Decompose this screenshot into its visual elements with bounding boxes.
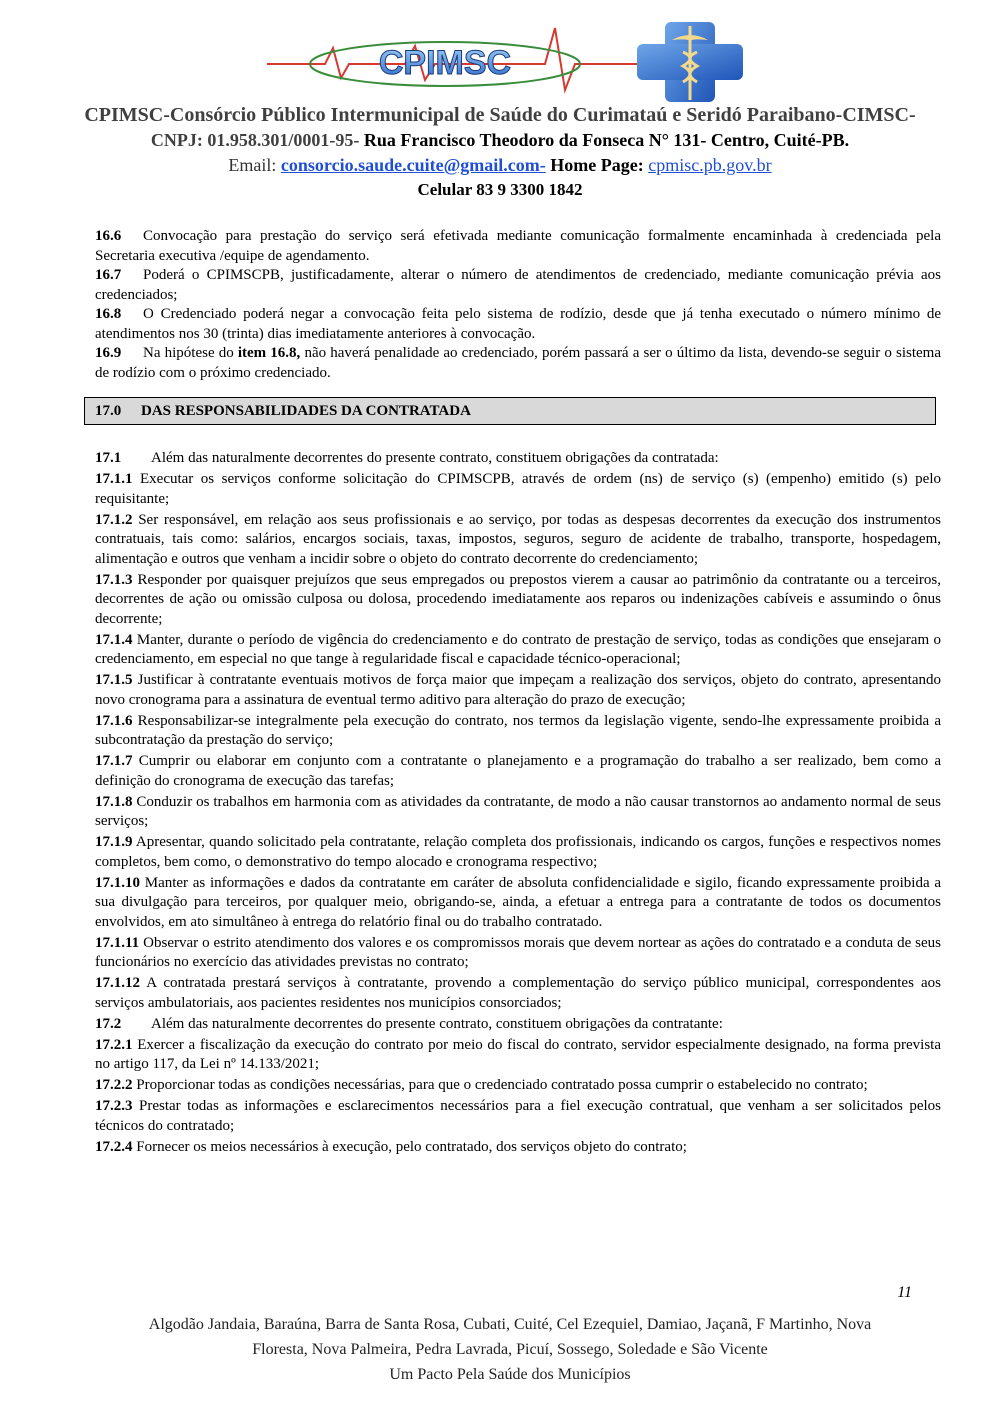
clause-text: Responsabilizar-se integralmente pela execução do contrato, nos termos da legislação vigente, sendo-lhe expressamente proibida a subcontratação da prestação do serviço; — [95, 712, 942, 748]
clause-number: 16.9 — [95, 345, 122, 361]
clause-text: Poderá o CPIMSCPB, justificadamente, alterar o número de atendimentos de credenciado, mediante comunicação prévia aos credenciados; — [95, 267, 941, 303]
clause-text: Executar os serviços conforme solicitação do CPIMSCPB, através de ordem (ns) de serviço (s) (empenho) emitido (s) pelo requisitante; — [95, 471, 941, 507]
footer-slogan: Um Pacto Pela Saúde dos Municípios — [389, 1366, 631, 1383]
clauses-17 — [95, 449, 941, 1157]
clause-17-1-3 — [95, 571, 941, 630]
email-link[interactable]: consorcio.saude.cuite@gmail.com- — [280, 155, 546, 175]
clause-number: 17.2 — [95, 1015, 122, 1032]
clause-text: Prestar todas as informações e esclarecimentos necessários para a fiel execução contratual, que venham a ser solicitados pelos técnicos do contratado; — [95, 1098, 941, 1134]
page-number: 11 — [897, 1284, 912, 1301]
clause-text: Apresentar, quando solicitado pela contratante, relação completa dos profissionais, indicando os cargos, funções e respectivos nomes completos, bem como, o demonstrativo do tempo alocado e cronograma respectivo; — [95, 834, 941, 870]
logo-graphic — [265, 18, 775, 104]
cpimsc-logo — [265, 18, 775, 104]
clause-number: 17.1.4 — [95, 631, 133, 648]
clause-text: Convocação para prestação do serviço será efetivada mediante comunicação formalmente encaminhada à credenciada pela Secretaria executiva /equipe de agendamento. — [95, 228, 941, 264]
clause-text: Exercer a fiscalização da execução do contrato por meio do fiscal do contrato, servidor especialmente designado, na forma prevista no artigo 117, da Lei nº 14.133/2021; — [95, 1036, 942, 1072]
clause-text: Fornecer os meios necessários à execução, pelo contratado, dos serviços objeto do contrato; — [136, 1138, 687, 1155]
clause-number: 17.1.12 — [95, 975, 140, 991]
clause-text: Na hipótese do — [143, 345, 234, 361]
clause-number: 17.1.5 — [95, 672, 133, 688]
clause-17-1-4 — [95, 631, 941, 670]
logo-text: CPIMSC — [378, 44, 512, 82]
clause-17-1-6 — [95, 712, 941, 751]
clause-number: 17.1.1 — [95, 471, 133, 487]
address: Rua Francisco Theodoro da Fonseca N° 131- Centro, Cuité-PB. — [363, 130, 850, 150]
clause-number: 17.2.2 — [95, 1077, 133, 1093]
clause-17-1-7 — [95, 752, 941, 791]
email-label: Email: — [228, 155, 277, 175]
clause-number: 17.1.11 — [95, 934, 140, 951]
clause-16-8 — [95, 305, 941, 344]
clause-number: 17.1.9 — [95, 834, 133, 850]
footer — [80, 1312, 940, 1387]
clause-text: A contratada prestará serviços à contratante, provendo a complementação do serviço público municipal, correspondentes aos serviços ambulatoriais, aos pacientes residentes nos municípios consorciados; — [95, 975, 941, 1011]
clause-text: Manter as informações e dados da contratante em caráter de absoluta confidencialidade e sigilo, ficando expressamente proibida a sua divulgação para terceiros, por qualquer meio, obrigando-se, ainda, a efetuar a entrega para a contratante de todos os documentos envolvidos, em ato simultâneo à entrega do relatório final ou do trabalho contratado. — [95, 874, 942, 930]
homepage-label: Home Page: — [550, 155, 644, 175]
clause-text: Conduzir os trabalhos em harmonia com as atividades da contratante, de modo a não causar transtornos ao andamento normal de seus serviços; — [95, 793, 941, 829]
document-body — [95, 227, 941, 1157]
clause-17-1-10 — [95, 874, 941, 933]
clause-text: não haverá penalidade ao credenciado, porém passará a ser o último da lista, devendo-se seguir o sistema de rodízio com o próximo credenciado. — [95, 345, 942, 381]
clause-number: 16.6 — [95, 228, 122, 244]
clause-number: 16.7 — [95, 267, 122, 283]
clause-17-1-1 — [95, 470, 941, 509]
clause-number: 17.1.7 — [95, 753, 133, 769]
clause-text: Manter, durante o período de vigência do credenciamento e do contrato de prestação de serviço, todas as condições que ensejaram o credenciamento, em especial no que tange à regularidade fiscal e capacidade técnico-operacional; — [95, 631, 941, 667]
clause-text: Além das naturalmente decorrentes do presente contrato, constituem obrigações da contratada: — [151, 450, 719, 466]
clause-number: 17.2.3 — [95, 1098, 133, 1114]
clause-17-2-4 — [95, 1138, 941, 1158]
clause-text: O Credenciado poderá negar a convocação feita pelo sistema de rodízio, desde que já tenha executado o número mínimo de atendimentos nos 30 (trinta) dias imediatamente anteriores à convocação. — [95, 306, 941, 342]
clause-17-1-2 — [95, 511, 941, 570]
clause-number: 17.1.2 — [95, 511, 133, 528]
clause-17-2-1 — [95, 1036, 941, 1075]
medical-cross-icon — [637, 22, 743, 102]
clause-text: Além das naturalmente decorrentes do presente contrato, constituem obrigações da contratante: — [151, 1015, 723, 1032]
cnpj-address-line — [0, 130, 1000, 151]
clause-number: 17.1.8 — [95, 793, 133, 810]
clause-text: Justificar à contratante eventuais motivos de força maior que impeçam a realização dos serviços, objeto do contrato, apresentando novo cronograma para a assinatura de eventual termo aditivo para alteração do prazo de execução; — [95, 672, 941, 708]
clause-17-1-12 — [95, 974, 941, 1013]
clause-17-2 — [95, 1015, 941, 1035]
clause-text: Proporcionar todas as condições necessárias, para que o credenciado contratado possa cumprir o estabelecido no contrato; — [136, 1077, 868, 1093]
clause-number: 17.1.6 — [95, 712, 133, 729]
footer-municipalities-2: Floresta, Nova Palmeira, Pedra Lavrada, Picuí, Sossego, Soledade e São Vicente — [252, 1341, 768, 1358]
clause-16-9 — [95, 344, 941, 383]
clause-17-1-8 — [95, 793, 941, 832]
clause-reference: item 16.8, — [237, 345, 301, 361]
section-heading-17 — [84, 397, 936, 425]
footer-municipalities-1: Algodão Jandaia, Baraúna, Barra de Santa Rosa, Cubati, Cuité, Cel Ezequiel, Damiao, Jaçanã, F Martinho, Nova — [148, 1316, 872, 1333]
clause-17-1-5 — [95, 671, 941, 710]
clause-17-1-11 — [95, 934, 941, 973]
clause-17-1-9 — [95, 833, 941, 872]
clause-number: 17.1 — [95, 450, 122, 466]
clause-16-6 — [95, 227, 941, 266]
contact-line — [0, 155, 1000, 176]
clause-number: 17.1.10 — [95, 874, 140, 891]
clause-number: 16.8 — [95, 306, 122, 322]
clause-17-2-3 — [95, 1097, 941, 1136]
homepage-link[interactable]: cpmisc.pb.gov.br — [648, 155, 772, 175]
phone: Celular 83 9 3300 1842 — [417, 180, 583, 199]
consortium-name: CPIMSC-Consórcio Público Intermunicipal de Saúde do Curimataú e Seridó Paraibano-CIMSC- — [84, 104, 916, 126]
clause-number: 17.2.4 — [95, 1138, 133, 1155]
clause-number: 17.1.3 — [95, 571, 133, 588]
clause-17-1 — [95, 449, 941, 469]
clause-16-7 — [95, 266, 941, 305]
cnpj: CNPJ: 01.958.301/0001-95- — [150, 130, 360, 150]
clause-text: Observar o estrito atendimento dos valores e os compromissos morais que devem nortear as ações do contratado e a conduta de seus funcionários no exercício das atividades previstas no contrato; — [95, 934, 942, 970]
clause-text: Ser responsável, em relação aos seus profissionais e ao serviço, por todas as despesas decorrentes da execução dos instrumentos contratuais, tais como: salários, encargos sociais, taxas, impostos, seguros, seguro de acidente de trabalho, transporte, hospedagem, alimentação e outros que venham a incidir sobre o objeto do contrato decorrente do credenciamento; — [95, 511, 942, 567]
clause-text: Cumprir ou elaborar em conjunto com a contratante o planejamento e a programação do trabalho a ser realizado, bem como a definição do cronograma de execução das tarefas; — [95, 753, 941, 789]
section-number: 17.0 — [95, 403, 122, 419]
clause-text: Responder por quaisquer prejuízos que seus empregados ou prepostos vierem a causar ao patrimônio da contratante ou a terceiros, decorrentes de ação ou omissão culposa ou dolosa, procedendo imediatamente aos reparos ou indenizações cabíveis e assumindo o ônus decorrente; — [95, 571, 942, 627]
clause-number: 17.2.1 — [95, 1036, 133, 1053]
section-title: DAS RESPONSABILIDADES DA CONTRATADA — [141, 403, 471, 419]
clause-17-2-2 — [95, 1076, 941, 1096]
